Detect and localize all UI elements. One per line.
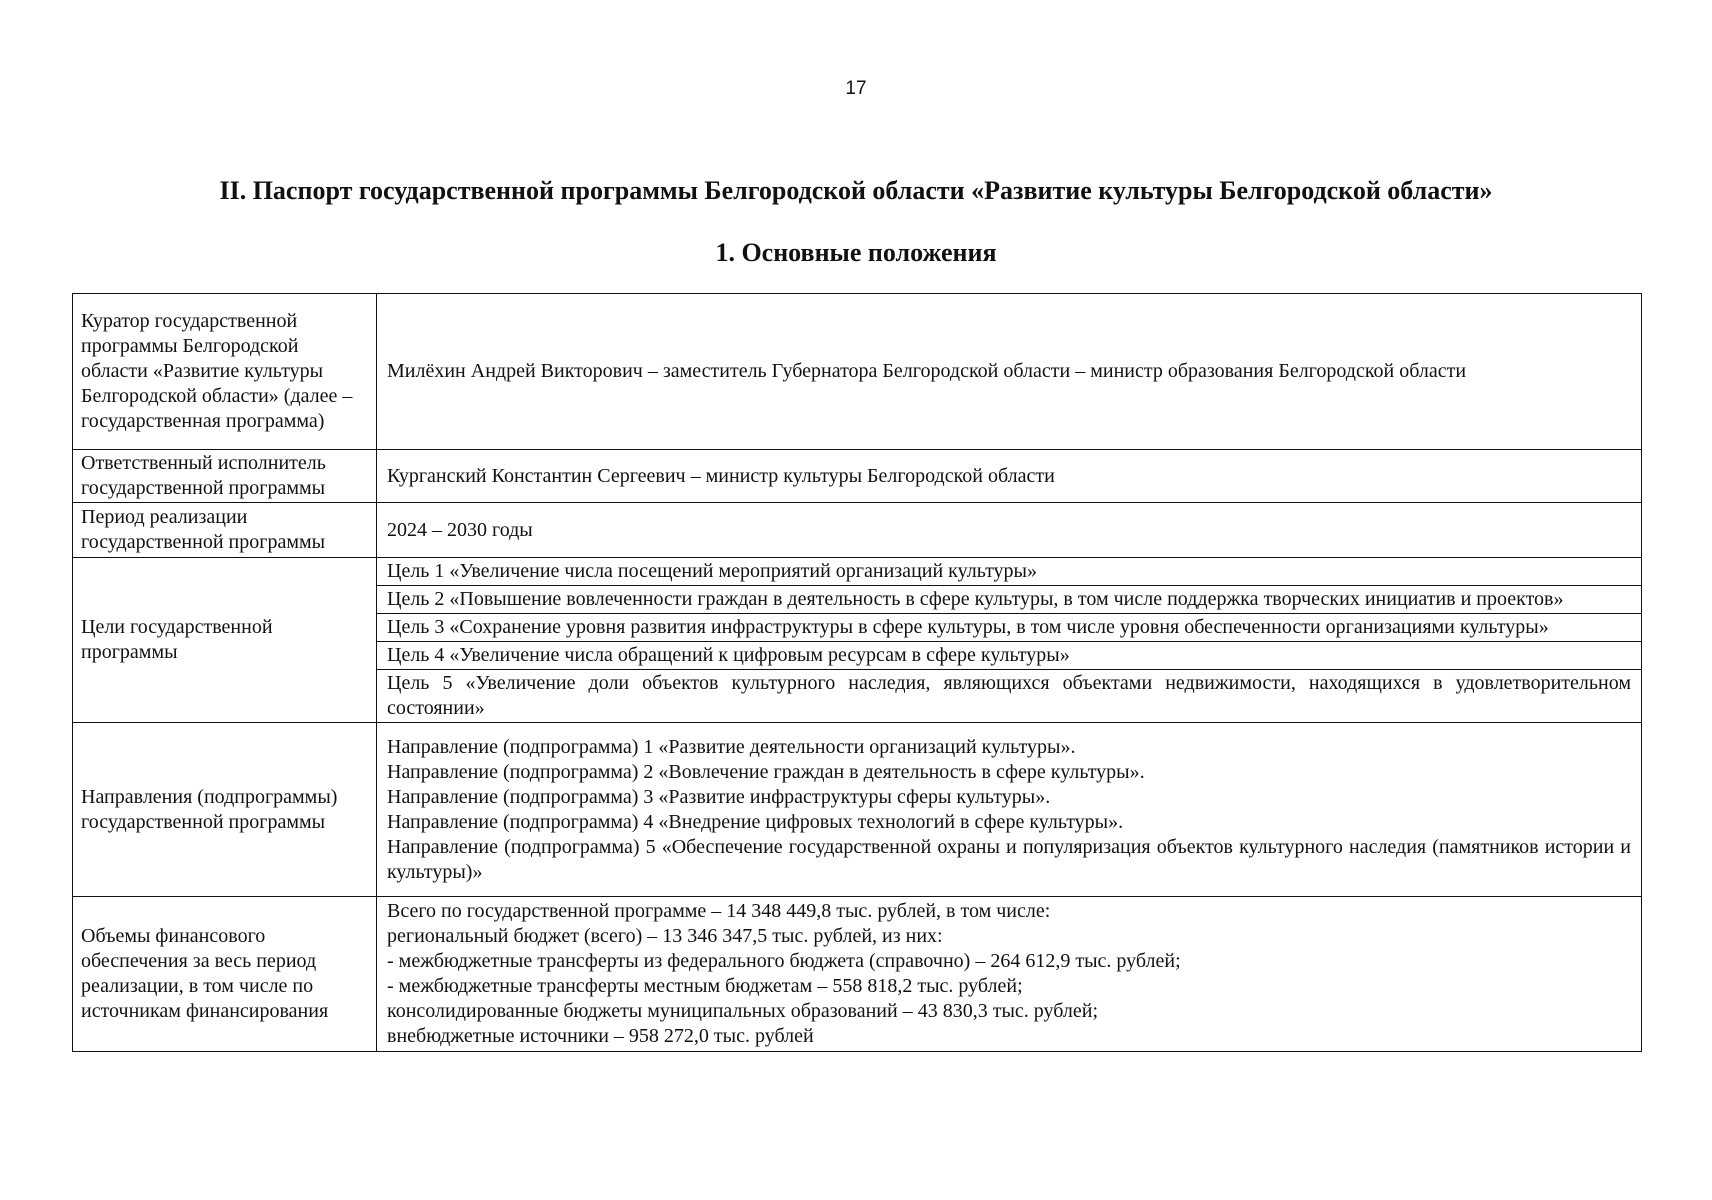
direction-item: Направление (подпрограмма) 4 «Внедрение цифровых технологий в сфере культуры». xyxy=(387,810,1124,833)
document-title: II. Паспорт государственной программы Белгородской области «Развитие культуры Белгородской области» xyxy=(219,176,1493,205)
period-label: Период реализации государственной программы xyxy=(73,503,377,558)
financing-label: Объемы финансового обеспечения за весь период реализации, в том числе по источникам финансирования xyxy=(73,897,377,1052)
curator-value: Милёхин Андрей Викторович – заместитель Губернатора Белгородской области – министр образования Белгородской области xyxy=(377,294,1642,450)
goals-list xyxy=(377,558,1642,723)
table-row-financing xyxy=(73,897,1642,1052)
financing-item: внебюджетные источники – 958 272,0 тыс. рублей xyxy=(387,1025,814,1047)
table-row-period xyxy=(73,503,1642,558)
goal-item: Цель 5 «Увеличение доли объектов культурного наследия, являющихся объектами недвижимости, находящихся в удовлетворительном состоянии» xyxy=(387,672,1631,719)
financing-item: - межбюджетные трансферты из федерального бюджета (справочно) – 264 612,9 тыс. рублей; xyxy=(387,950,1181,972)
direction-item: Направление (подпрограмма) 3 «Развитие инфраструктуры сферы культуры». xyxy=(387,785,1051,808)
directions-list xyxy=(377,723,1642,897)
executor-label: Ответственный исполнитель государственной программы xyxy=(73,450,377,503)
table-row-executor xyxy=(73,450,1642,503)
direction-item: Направление (подпрограмма) 5 «Обеспечение государственной охраны и популяризация объектов культурного наследия (памятников истории и культуры)» xyxy=(387,835,1631,883)
table-row-curator xyxy=(73,294,1642,450)
direction-item: Направление (подпрограмма) 1 «Развитие деятельности организаций культуры». xyxy=(387,735,1076,758)
section-title: 1. Основные положения xyxy=(715,238,997,267)
period-value: 2024 – 2030 годы xyxy=(377,503,1642,558)
directions-label: Направления (подпрограммы) государственной программы xyxy=(73,723,377,897)
passport-table xyxy=(72,293,1642,1052)
goal-item: Цель 3 «Сохранение уровня развития инфраструктуры в сфере культуры, в том числе уровня обеспеченности организациями культуры» xyxy=(377,614,1641,642)
financing-item: региональный бюджет (всего) – 13 346 347,5 тыс. рублей, из них: xyxy=(387,925,943,947)
page-number: 17 xyxy=(845,78,867,99)
table-row-directions xyxy=(73,723,1642,897)
financing-item: консолидированные бюджеты муниципальных образований – 43 830,3 тыс. рублей; xyxy=(387,1000,1099,1022)
curator-label: Куратор государственной программы Белгородской области «Развитие культуры Белгородской области» (далее – государственная программа) xyxy=(73,294,377,450)
financing-item: - межбюджетные трансферты местным бюджетам – 558 818,2 тыс. рублей; xyxy=(387,975,1023,997)
financing-list xyxy=(377,897,1642,1052)
goal-item: Цель 2 «Повышение вовлеченности граждан в деятельность в сфере культуры, в том числе поддержка творческих инициатив и проектов» xyxy=(377,586,1641,614)
financing-item: Всего по государственной программе – 14 348 449,8 тыс. рублей, в том числе: xyxy=(387,900,1051,922)
goal-item: Цель 4 «Увеличение числа обращений к цифровым ресурсам в сфере культуры» xyxy=(377,642,1641,670)
executor-value: Курганский Константин Сергеевич – министр культуры Белгородской области xyxy=(377,450,1642,503)
direction-item: Направление (подпрограмма) 2 «Вовлечение граждан в деятельность в сфере культуры». xyxy=(387,760,1145,783)
goal-item: Цель 1 «Увеличение числа посещений мероприятий организаций культуры» xyxy=(377,558,1641,586)
goals-label: Цели государственной программы xyxy=(73,558,377,723)
table-row-goals xyxy=(73,558,1642,723)
